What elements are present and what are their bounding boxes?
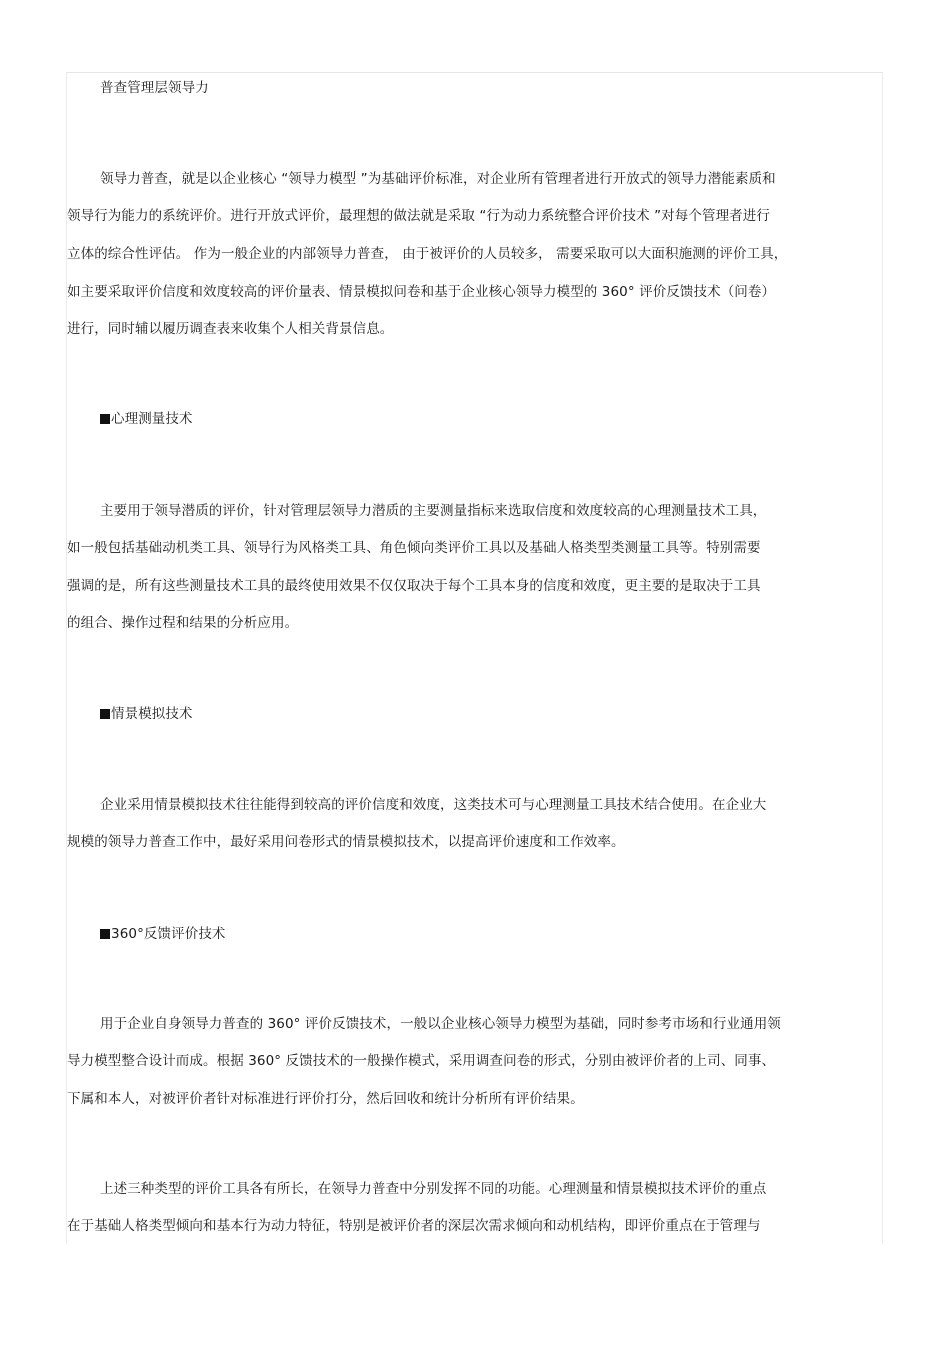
square-bullet-icon [100,414,110,424]
square-bullet-icon [100,929,110,939]
closing-line-1: 上述三种类型的评价工具各有所长，在领导力普查中分别发挥不同的功能。心理测量和情景模拟技术评价的重点 [100,1181,767,1197]
document-title: 普查管理层领导力 [100,80,209,96]
section3-line-1: 用于企业自身领导力普查的 360° 评价反馈技术，一般以企业核心领导力模型为基础，同时参考市场和行业通用领 [100,1016,781,1032]
section-heading-360-feedback [100,925,226,943]
section3-line-2: 导力模型整合设计而成。根据 360° 反馈技术的一般操作模式，采用调查问卷的形式，分别由被评价者的上司、同事、 [67,1053,776,1069]
section1-line-3: 强调的是，所有这些测量技术工具的最终使用效果不仅仅取决于每个工具本身的信度和效度，更主要的是取决于工具 [67,578,761,594]
section1-line-4: 的组合、操作过程和结果的分析应用。 [67,615,299,631]
section-heading-simulation [100,705,193,723]
section-heading-label: 情景模拟技术 [111,706,193,722]
intro-line-2: 领导行为能力的系统评价。进行开放式评价，最理想的做法就是采取 “行为动力系统整合评价技术 ”对每个管理者进行 [67,208,770,224]
section1-line-1: 主要用于领导潜质的评价，针对管理层领导力潜质的主要测量指标来选取信度和效度较高的心理测量技术工具， [100,503,767,519]
section2-line-2: 规模的领导力普查工作中，最好采用问卷形式的情景模拟技术，以提高评价速度和工作效率。 [67,834,625,850]
intro-line-5: 进行，同时辅以履历调查表来收集个人相关背景信息。 [67,321,394,337]
section-heading-label: 360°反馈评价技术 [111,926,226,942]
section3-line-3: 下属和本人，对被评价者针对标准进行评价打分，然后回收和统计分析所有评价结果。 [67,1091,584,1107]
section-heading-psychometrics [100,410,193,428]
intro-line-3: 立体的综合性评估。 作为一般企业的内部领导力普查， 由于被评价的人员较多， 需要采取可以大面积施测的评价工具， [67,246,788,262]
section-heading-label: 心理测量技术 [111,411,193,427]
intro-line-4: 如主要采取评价信度和效度较高的评价量表、情景模拟问卷和基于企业核心领导力模型的 360° 评价反馈技术（问卷） [67,284,776,300]
intro-line-1: 领导力普查，就是以企业核心 “领导力模型 ”为基础评价标准，对企业所有管理者进行开放式的领导力潜能素质和 [100,171,776,187]
square-bullet-icon [100,709,110,719]
section1-line-2: 如一般包括基础动机类工具、领导行为风格类工具、角色倾向类评价工具以及基础人格类型类测量工具等。特别需要 [67,540,761,556]
section2-line-1: 企业采用情景模拟技术往往能得到较高的评价信度和效度，这类技术可与心理测量工具技术结合使用。在企业大 [100,797,767,813]
closing-line-2: 在于基础人格类型倾向和基本行为动力特征，特别是被评价者的深层次需求倾向和动机结构，即评价重点在于管理与 [67,1218,761,1234]
